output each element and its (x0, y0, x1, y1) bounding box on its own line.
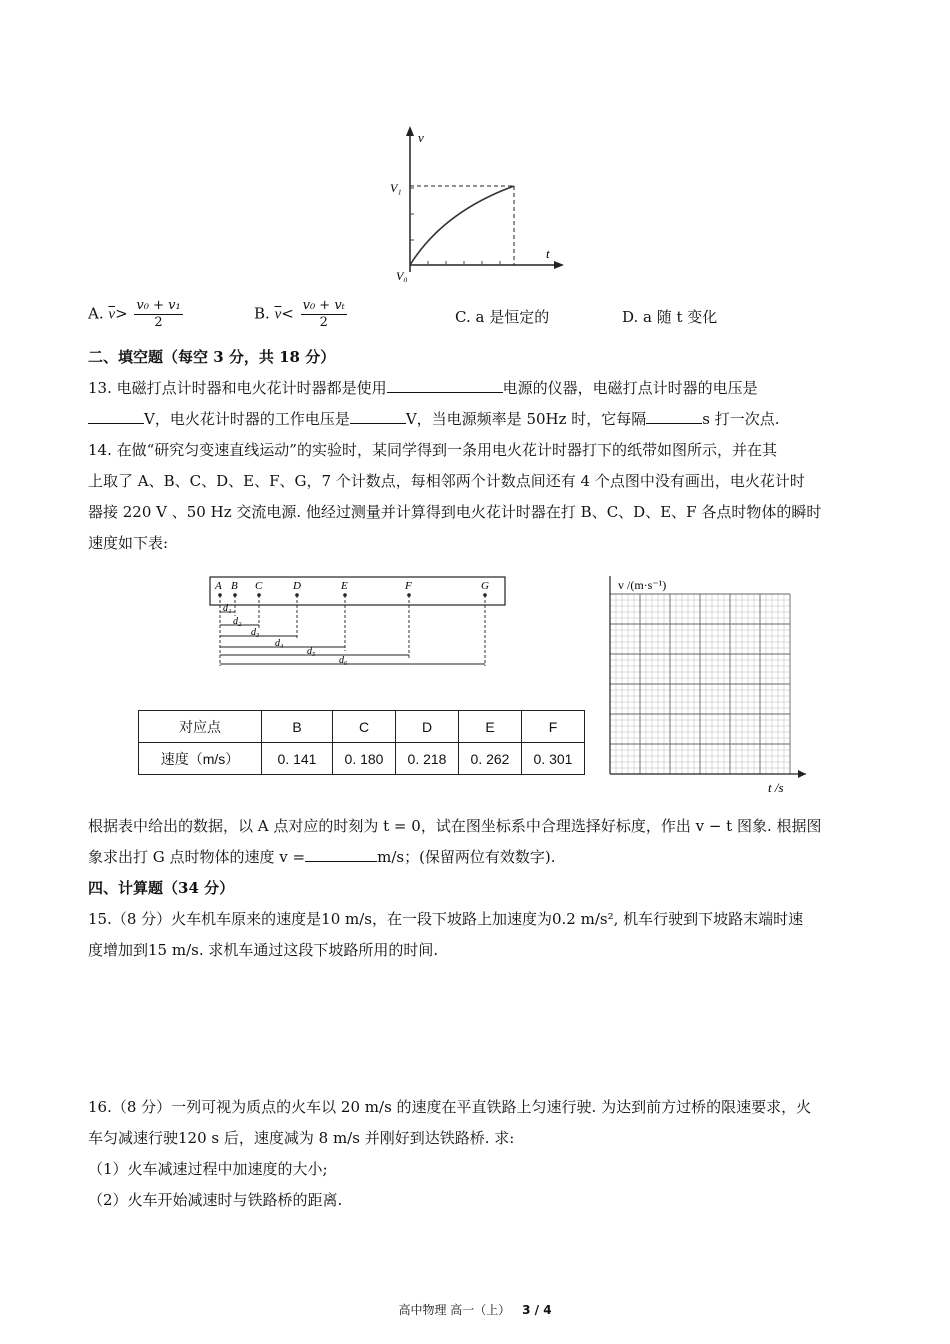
q14-blank (305, 847, 377, 862)
table-cell: 0. 262 (459, 743, 522, 775)
q13-blank4 (646, 409, 702, 424)
table-cell: D (396, 711, 459, 743)
graph-v1-label: V₁ (390, 181, 402, 195)
graph-y-label: v (418, 130, 424, 145)
table-row (139, 743, 585, 775)
footer-page: 3 / 4 (522, 1303, 552, 1317)
table-cell: F (522, 711, 585, 743)
section2-title: 二、填空题（每空 3 分，共 18 分） (88, 348, 336, 366)
q16-line4: （2）火车开始减速时与铁路桥的距离. (88, 1191, 343, 1209)
q13-blank3 (350, 409, 406, 424)
paper-tape-diagram (205, 574, 510, 674)
q13-line2: V，电火花计时器的工作电压是 V，当电源频率是 50Hz 时，它每隔 s 打一次点. (88, 408, 780, 429)
table-cell: 0. 301 (522, 743, 585, 775)
q16-line3: （1）火车减速过程中加速度的大小; (88, 1160, 328, 1178)
q14-line4: 速度如下表: (88, 534, 169, 552)
option-d: D. a 随 t 变化 (622, 308, 718, 326)
tape-point-B: B (231, 580, 238, 592)
tape-d6: d₆ (339, 655, 348, 666)
tape-point-F: F (405, 580, 412, 592)
tape-d1: d₁ (223, 603, 232, 614)
q15-line1: 15.（8 分）火车机车原来的速度是10 m/s，在一段下坡路上加速度为0.2 m/s², 机车行驶到下坡路末端时速 (88, 910, 804, 928)
option-c: C. a 是恒定的 (455, 308, 550, 326)
table-cell: 0. 180 (333, 743, 396, 775)
graph-curve (410, 186, 514, 265)
table-cell: 0. 218 (396, 743, 459, 775)
table-cell: 0. 141 (262, 743, 333, 775)
tape-d4: d₄ (275, 638, 284, 649)
tape-point-G: G (481, 580, 489, 592)
q16-line1: 16.（8 分）一列可视为质点的火车以 20 m/s 的速度在平直铁路上匀速行驶. 为达到前方过桥的限速要求，火 (88, 1098, 812, 1116)
tape-point-C: C (255, 580, 263, 592)
table-cell: E (459, 711, 522, 743)
table-cell: B (262, 711, 333, 743)
tape-point-E: E (341, 580, 348, 592)
tape-d5: d₅ (307, 646, 316, 657)
option-b: B. $\overline{v}<$ $\frac{\text{v₀ + vₜ}}{2}$ (254, 298, 345, 330)
vt-graph (388, 122, 568, 282)
graph-v0-label: V₀ (396, 269, 408, 282)
section4-title: 四、计算题（34 分） (88, 879, 235, 897)
fraction-a: $\frac{\text{v₀ + v₁}}{2}$ (136, 298, 181, 330)
table-row (139, 711, 585, 743)
grid-x-label: t /s (768, 780, 784, 795)
q14-after1: 根据表中给出的数据，以 A 点对应的时刻为 t = 0，试在图坐标系中合理选择好标度，作出 v − t 图象. 根据图 (88, 817, 822, 835)
fraction-b: $\frac{\text{v₀ + vₜ}}{2}$ (302, 298, 345, 330)
table-header-cell: 速度（m/s） (139, 743, 262, 775)
q14-line1: 14. 在做“研究匀变速直线运动”的实验时，某同学得到一条用电火花计时器打下的纸带如图所示，并在其 (88, 441, 777, 459)
v-bar: $\overline{v}$ (108, 306, 116, 323)
grid-y-label: v /(m·s⁻¹) (618, 578, 667, 592)
table-cell: C (333, 711, 396, 743)
footer-subject: 高中物理 高一（上） (398, 1303, 511, 1317)
q14-after2: 象求出打 G 点时物体的速度 v = m/s；(保留两位有效数字). (88, 848, 556, 866)
q13-line1: 13. 电磁打点计时器和电火花计时器都是使用 电源的仪器，电磁打点计时器的电压是 (88, 379, 758, 397)
option-a: A. $\overline{v}>$ $\frac{\text{v₀ + v₁}}{2}$ (88, 298, 181, 330)
tape-d2: d₂ (233, 616, 242, 627)
graph-x-label: t (546, 246, 550, 261)
tape-d3: d₃ (251, 627, 260, 638)
q15-line2: 度增加到15 m/s. 求机车通过这段下坡路所用的时间. (88, 941, 439, 959)
tape-point-D: D (293, 580, 301, 592)
vt-grid (600, 574, 810, 796)
tape-point-A: A (215, 580, 222, 592)
page-footer (0, 1301, 950, 1318)
q14-line3: 器接 220 V 、50 Hz 交流电源. 他经过测量并计算得到电火花计时器在打 B、C、D、E、F 各点时物体的瞬时 (88, 503, 822, 521)
graph-y-arrow (406, 126, 414, 136)
speed-table (138, 710, 585, 775)
graph-x-arrow (554, 261, 564, 269)
q13-blank2 (88, 409, 144, 424)
table-header-cell: 对应点 (139, 711, 262, 743)
q13-blank1 (387, 378, 503, 393)
q14-line2: 上取了 A、B、C、D、E、F、G，7 个计数点，每相邻两个计数点间还有 4 个点图中没有画出，电火花计时 (88, 472, 805, 490)
q16-line2: 车匀减速行驶120 s 后，速度减为 8 m/s 并刚好到达铁路桥. 求: (88, 1129, 515, 1147)
v-bar: $\overline{v}$ (274, 306, 282, 323)
